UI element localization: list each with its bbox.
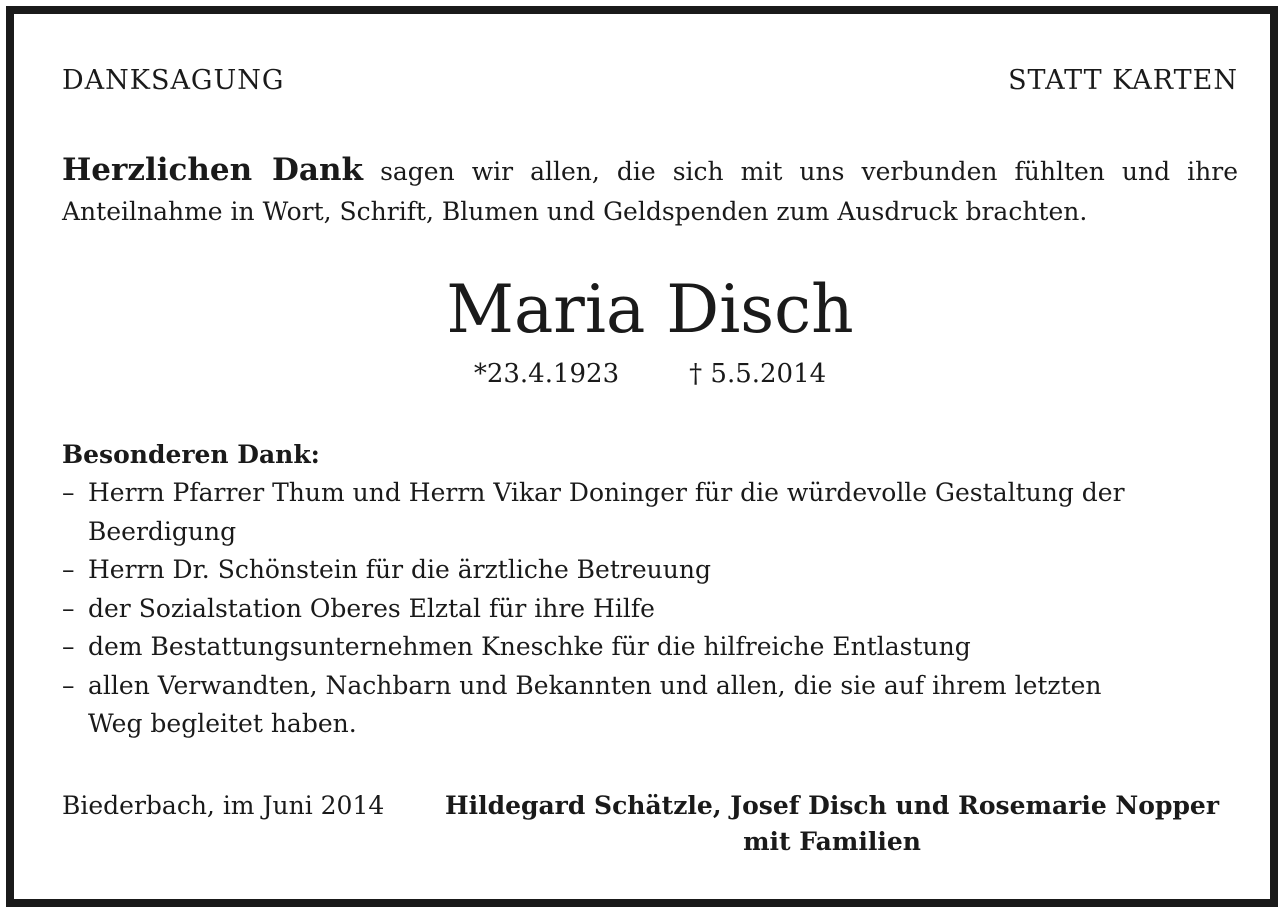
- intro-text: sagen wir allen, die sich mit uns verbunden fühlten und ihre Anteilnahme in Wort, Schrift, Blumen und Geldspenden zum Ausdruck brachten.: [62, 157, 1238, 226]
- list-item: [62, 628, 1162, 667]
- notice-content: [62, 14, 1238, 899]
- list-item: [62, 474, 1162, 551]
- list-item: [62, 551, 1162, 590]
- death-date: † 5.5.2014: [689, 359, 827, 389]
- list-item-text: allen Verwandten, Nachbarn und Bekannten und allen, die sie auf ihrem letzten Weg begleitet haben.: [88, 670, 1102, 738]
- signers-families: mit Familien: [743, 827, 921, 856]
- dash-marker: –: [62, 478, 75, 507]
- list-item-text: dem Bestattungsunternehmen Kneschke für die hilfreiche Entlastung: [88, 632, 971, 661]
- birth-date: *23.4.1923: [473, 359, 620, 389]
- special-thanks-title: Besonderen Dank:: [62, 440, 320, 469]
- deceased-name: Maria Disch: [446, 271, 854, 348]
- list-item-text: der Sozialstation Oberes Elztal für ihre Hilfe: [88, 593, 655, 623]
- special-thanks-list: [62, 474, 1162, 744]
- life-dates: [62, 356, 1238, 392]
- dash-marker: –: [62, 632, 75, 661]
- list-item: [62, 667, 1162, 744]
- list-item: [62, 590, 1162, 629]
- header-danksagung: DANKSAGUNG: [62, 65, 285, 96]
- intro-bold: Herzlichen Dank: [62, 152, 364, 188]
- dash-marker: –: [62, 593, 75, 623]
- signers-names: Hildegard Schätzle, Josef Disch und Rosemarie Nopper: [445, 791, 1219, 820]
- header-statt-karten: STATT KARTEN: [1008, 65, 1238, 96]
- dash-marker: –: [62, 670, 75, 700]
- notice-frame: [6, 6, 1278, 907]
- list-item-text: Herrn Dr. Schönstein für die ärztliche Betreuung: [88, 555, 711, 584]
- dash-marker: –: [62, 555, 75, 584]
- intro-paragraph: [62, 150, 1238, 232]
- signers: [432, 788, 1232, 860]
- place-date: Biederbach, im Juni 2014: [62, 791, 385, 820]
- list-item-text: Herrn Pfarrer Thum und Herrn Vikar Doninger für die würdevolle Gestaltung der Beerdigung: [88, 478, 1125, 546]
